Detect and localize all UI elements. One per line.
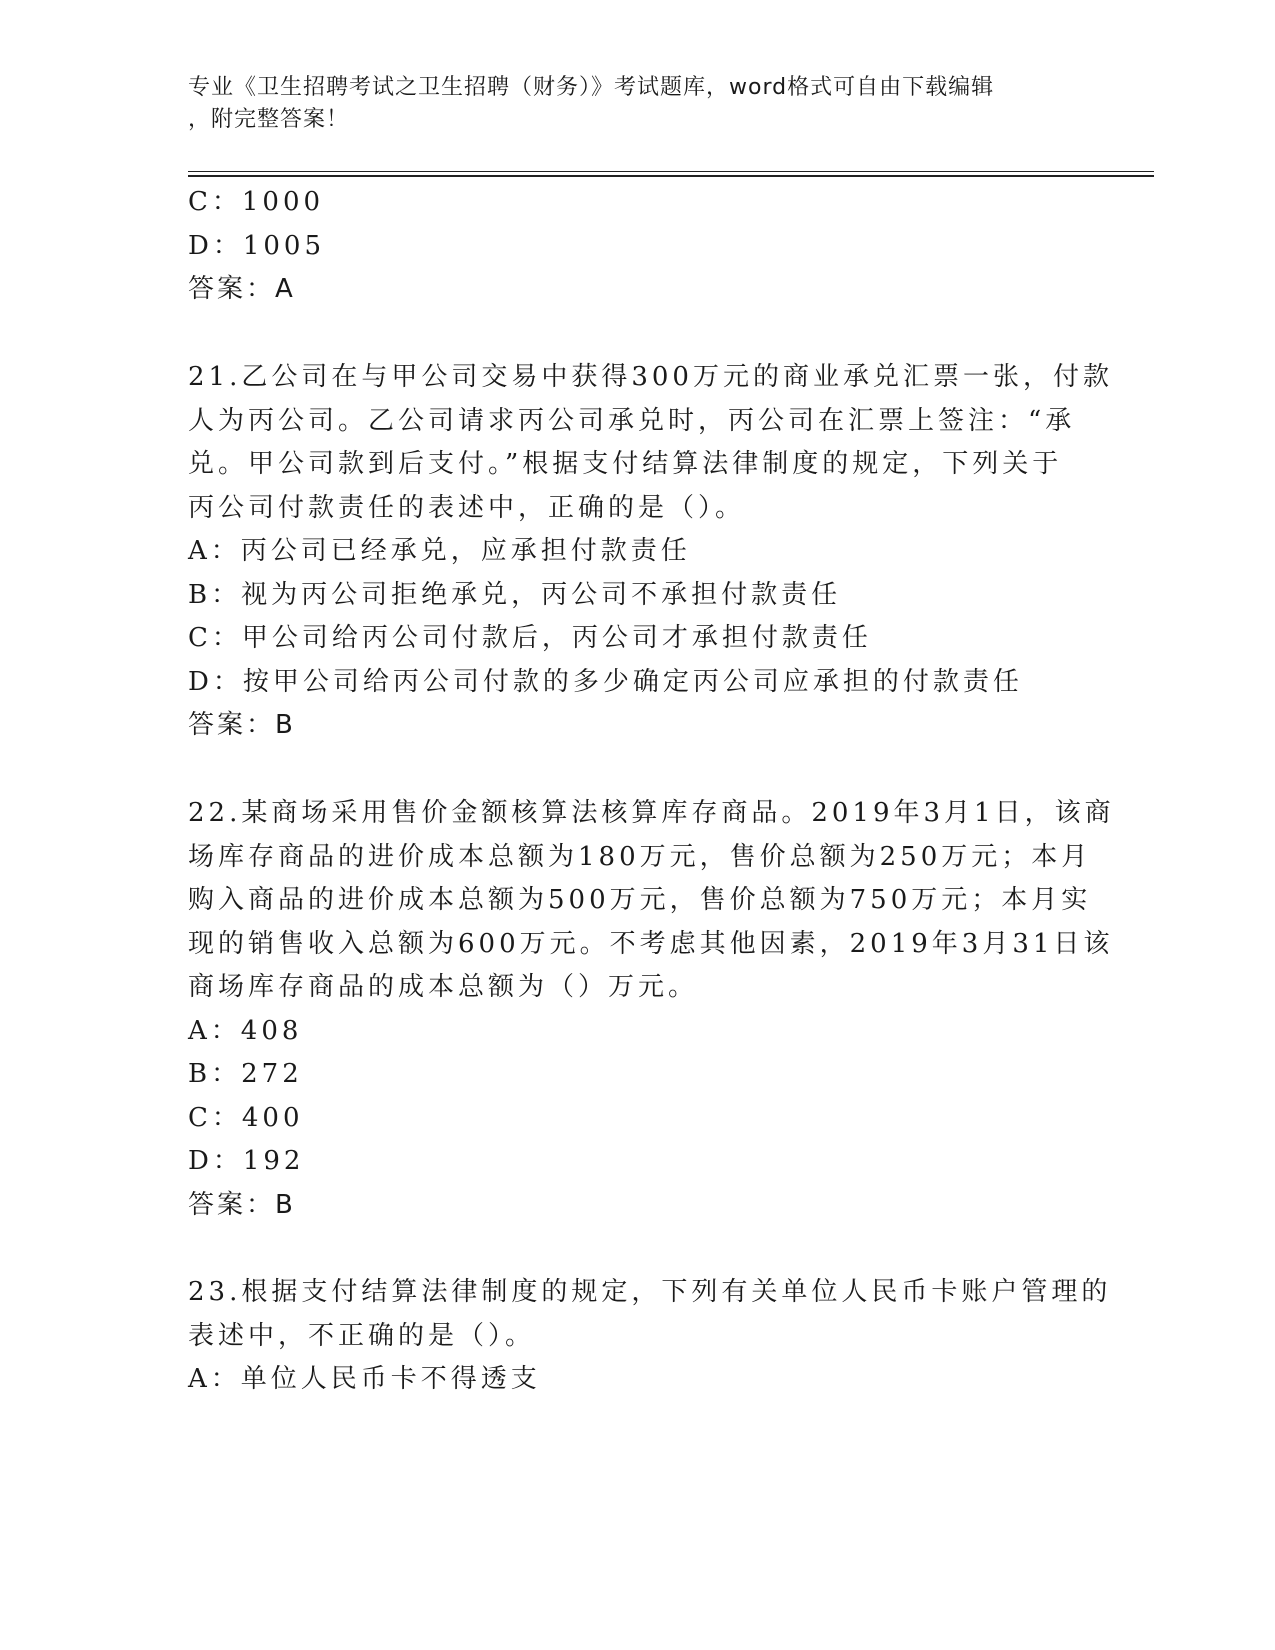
question-22-line-5: 商场库存商品的成本总额为（）万元。: [188, 972, 699, 1002]
question-21-line-3: 兑。甲公司款到后支付。”根据支付结算法律制度的规定，下列关于: [188, 449, 1063, 479]
question-22-line-4: 现的销售收入总额为600万元。不考虑其他因素，2019年3月31日该: [188, 929, 1114, 959]
question-21-line-1: 21.乙公司在与甲公司交易中获得300万元的商业承兑汇票一张，付款: [188, 362, 1113, 392]
question-22-line-3: 购入商品的进价成本总额为500万元，售价总额为750万元；本月实: [188, 885, 1092, 915]
answer: 答案：A: [188, 274, 296, 304]
header-line-1: 专业《卫生招聘考试之卫生招聘（财务）》考试题库，word格式可自由下载编辑: [188, 75, 995, 100]
question-23-option-a: A：单位人民币卡不得透支: [188, 1364, 541, 1394]
question-22-option-b: B：272: [188, 1059, 303, 1089]
option-c: C：1000: [188, 187, 325, 217]
question-22-option-d: D：192: [188, 1146, 305, 1176]
question-21-line-2: 人为丙公司。乙公司请求丙公司承兑时，丙公司在汇票上签注：“承: [188, 406, 1076, 436]
question-21-option-b: B：视为丙公司拒绝承兑，丙公司不承担付款责任: [188, 580, 842, 610]
header-divider-thick: [188, 175, 1154, 177]
question-23-line-1: 23.根据支付结算法律制度的规定，下列有关单位人民币卡账户管理的: [188, 1277, 1112, 1307]
question-22-line-1: 22.某商场采用售价金额核算法核算库存商品。2019年3月1日，该商: [188, 798, 1115, 828]
question-22-answer: 答案：B: [188, 1190, 296, 1220]
question-21-option-c: C：甲公司给丙公司付款后，丙公司才承担付款责任: [188, 623, 872, 653]
header-line-2: ，附完整答案！: [188, 107, 350, 132]
question-23-line-2: 表述中，不正确的是（）。: [188, 1321, 536, 1351]
page-header: [188, 72, 1068, 136]
question-22-line-2: 场库存商品的进价成本总额为180万元，售价总额为250万元；本月: [188, 842, 1092, 872]
question-21-answer: 答案：B: [188, 710, 296, 740]
question-21-option-d: D：按甲公司给丙公司付款的多少确定丙公司应承担的付款责任: [188, 667, 1023, 697]
question-21-line-4: 丙公司付款责任的表述中，正确的是（）。: [188, 493, 746, 523]
option-d: D：1005: [188, 231, 326, 261]
question-22-option-c: C：400: [188, 1103, 304, 1133]
header-divider-thin: [188, 171, 1154, 172]
question-21-option-a: A：丙公司已经承兑，应承担付款责任: [188, 536, 691, 566]
question-22-option-a: A：408: [188, 1016, 303, 1046]
